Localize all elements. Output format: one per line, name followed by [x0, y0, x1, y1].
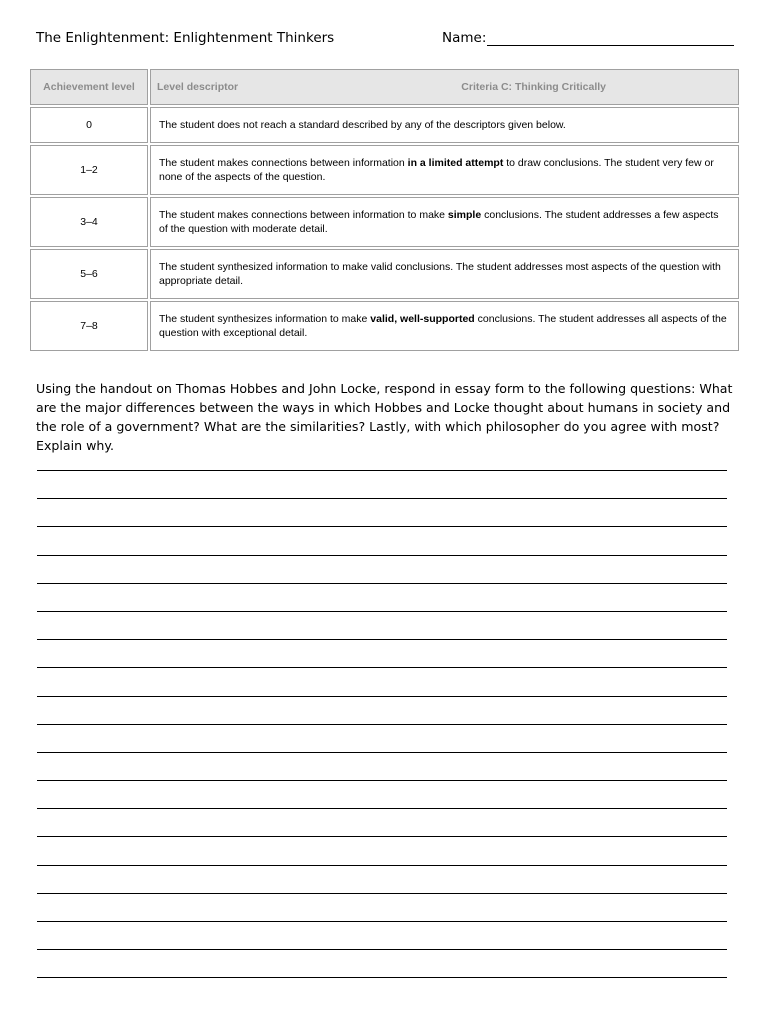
- descriptor-text: The student synthesizes information to make: [159, 313, 371, 325]
- rubric-header-row: [30, 69, 739, 105]
- name-label: Name:: [442, 30, 487, 46]
- answer-line[interactable]: [37, 584, 727, 612]
- answer-line[interactable]: [37, 556, 727, 584]
- descriptor-text: to draw conclusions. The student very few or none of the aspects of the question.: [159, 157, 714, 183]
- answer-line[interactable]: [37, 668, 727, 696]
- answer-line[interactable]: [37, 837, 727, 865]
- answer-line[interactable]: [37, 781, 727, 809]
- answer-line[interactable]: [37, 612, 727, 640]
- document-title: The Enlightenment: Enlightenment Thinkers: [36, 30, 335, 46]
- descriptor-cell: [150, 145, 739, 195]
- descriptor-cell: [150, 107, 739, 143]
- table-row: [30, 107, 739, 143]
- descriptor-cell: [150, 197, 739, 247]
- table-row: [30, 197, 739, 247]
- descriptor-text: The student synthesized information to make valid conclusions. The student addresses most aspects of the question with appropriate detail.: [159, 261, 721, 287]
- table-row: [30, 249, 739, 299]
- answer-line[interactable]: [37, 471, 727, 499]
- answer-line[interactable]: [37, 527, 727, 555]
- document-header: [36, 28, 736, 50]
- answer-line[interactable]: [37, 640, 727, 668]
- achievement-level-cell: 0: [30, 107, 148, 143]
- achievement-level-cell: 1–2: [30, 145, 148, 195]
- descriptor-text: conclusions. The student addresses a few aspects of the question with moderate detail.: [159, 209, 719, 235]
- name-field[interactable]: [442, 30, 734, 46]
- descriptor-text: The student does not reach a standard described by any of the descriptors given below.: [159, 119, 566, 131]
- answer-area[interactable]: [37, 470, 727, 978]
- table-row: [30, 301, 739, 351]
- descriptor-emphasis: valid, well-supported: [370, 313, 475, 325]
- descriptor-cell: [150, 301, 739, 351]
- answer-line[interactable]: [37, 950, 727, 978]
- achievement-level-cell: 5–6: [30, 249, 148, 299]
- answer-line[interactable]: [37, 894, 727, 922]
- essay-prompt: Using the handout on Thomas Hobbes and John Locke, respond in essay form to the following questions: What are the major differences between the ways in which Hobbes and Locke thought about humans in society and the role of a government? What are the similarities? Lastly, with which philosopher do you agree with most? Explain why.: [36, 381, 733, 453]
- answer-line[interactable]: [37, 753, 727, 781]
- answer-line[interactable]: [37, 809, 727, 837]
- answer-line[interactable]: [37, 499, 727, 527]
- descriptor-emphasis: in a limited attempt: [407, 157, 504, 169]
- achievement-level-header: Achievement level: [30, 69, 148, 105]
- answer-line[interactable]: [37, 697, 727, 725]
- descriptor-text: conclusions. The student addresses all aspects of the question with exceptional detail.: [159, 313, 727, 339]
- achievement-level-cell: 3–4: [30, 197, 148, 247]
- descriptor-text: The student makes connections between information: [159, 157, 408, 169]
- name-blank-line[interactable]: [487, 31, 734, 46]
- descriptor-cell: [150, 249, 739, 299]
- criteria-header: Criteria C: Thinking Critically: [461, 81, 606, 93]
- descriptor-text: The student makes connections between information to make: [159, 209, 448, 221]
- answer-line[interactable]: [37, 866, 727, 894]
- rubric-table: [28, 67, 741, 353]
- descriptor-header-cell: [150, 69, 739, 105]
- answer-line[interactable]: [37, 725, 727, 753]
- table-row: [30, 145, 739, 195]
- answer-line[interactable]: [37, 922, 727, 950]
- achievement-level-cell: 7–8: [30, 301, 148, 351]
- descriptor-emphasis: simple: [447, 209, 482, 221]
- level-descriptor-header: Level descriptor: [157, 81, 239, 93]
